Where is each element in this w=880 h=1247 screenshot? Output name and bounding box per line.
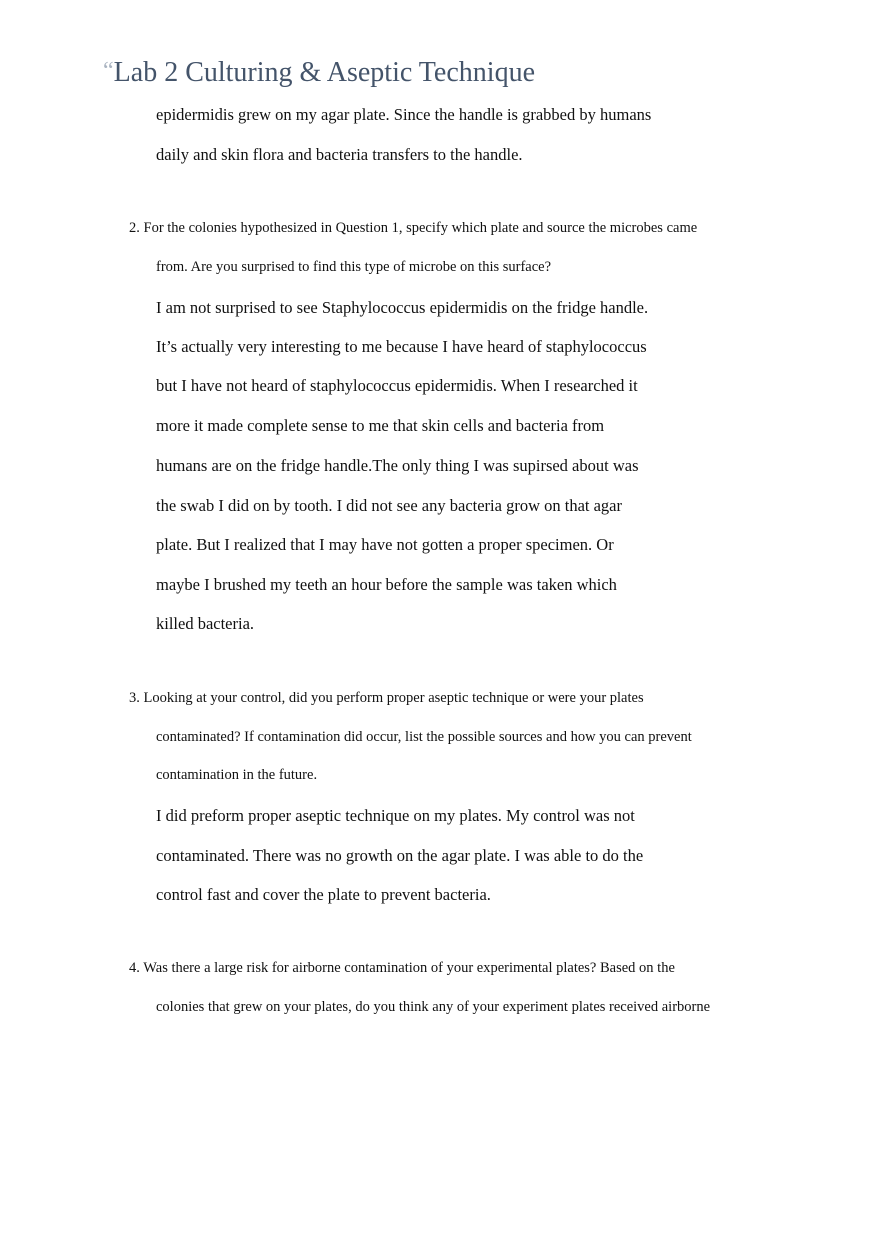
question-3-line: 3. Looking at your control, did you perform proper aseptic technique or were your plates xyxy=(129,690,644,706)
answer-2-line: I am not surprised to see Staphylococcus epidermidis on the fridge handle. xyxy=(156,298,649,317)
question-4-line: colonies that grew on your plates, do you think any of your experiment plates received airborne xyxy=(156,999,711,1015)
answer-2-line: more it made complete sense to me that skin cells and bacteria from xyxy=(156,416,605,435)
question-3-line: contaminated? If contamination did occur, list the possible sources and how you can prevent xyxy=(156,729,692,745)
question-2-line: 2. For the colonies hypothesized in Question 1, specify which plate and source the microbes came xyxy=(129,220,698,236)
header-quote-mark: “ xyxy=(103,58,114,84)
answer-3-line: I did preform proper aseptic technique on my plates. My control was not xyxy=(156,806,635,825)
answer-2-line: the swab I did on by tooth. I did not see any bacteria grow on that agar xyxy=(156,496,622,515)
answer-3-line: control fast and cover the plate to prevent bacteria. xyxy=(156,885,491,904)
question-2-line: from. Are you surprised to find this type of microbe on this surface? xyxy=(156,259,552,275)
answer-2-line: It’s actually very interesting to me because I have heard of staphylococcus xyxy=(156,337,647,356)
answer-2-line: plate. But I realized that I may have not gotten a proper specimen. Or xyxy=(156,535,614,554)
answer-3-line: contaminated. There was no growth on the agar plate. I was able to do the xyxy=(156,846,644,865)
answer-2-line: but I have not heard of staphylococcus epidermidis. When I researched it xyxy=(156,376,638,395)
question-3-line: contamination in the future. xyxy=(156,767,318,783)
answer-2-line: killed bacteria. xyxy=(156,614,255,633)
answer-2-line: humans are on the fridge handle.The only thing I was supirsed about was xyxy=(156,456,639,475)
question-4-line: 4. Was there a large risk for airborne contamination of your experimental plates? Based on the xyxy=(129,960,675,976)
page-header xyxy=(103,53,535,93)
answer-2-line: maybe I brushed my teeth an hour before the sample was taken which xyxy=(156,575,617,594)
answer-line: daily and skin flora and bacteria transfers to the handle. xyxy=(156,145,523,164)
header-title: Lab 2 Culturing & Aseptic Technique xyxy=(113,57,535,88)
answer-line: epidermidis grew on my agar plate. Since the handle is grabbed by humans xyxy=(156,105,652,124)
